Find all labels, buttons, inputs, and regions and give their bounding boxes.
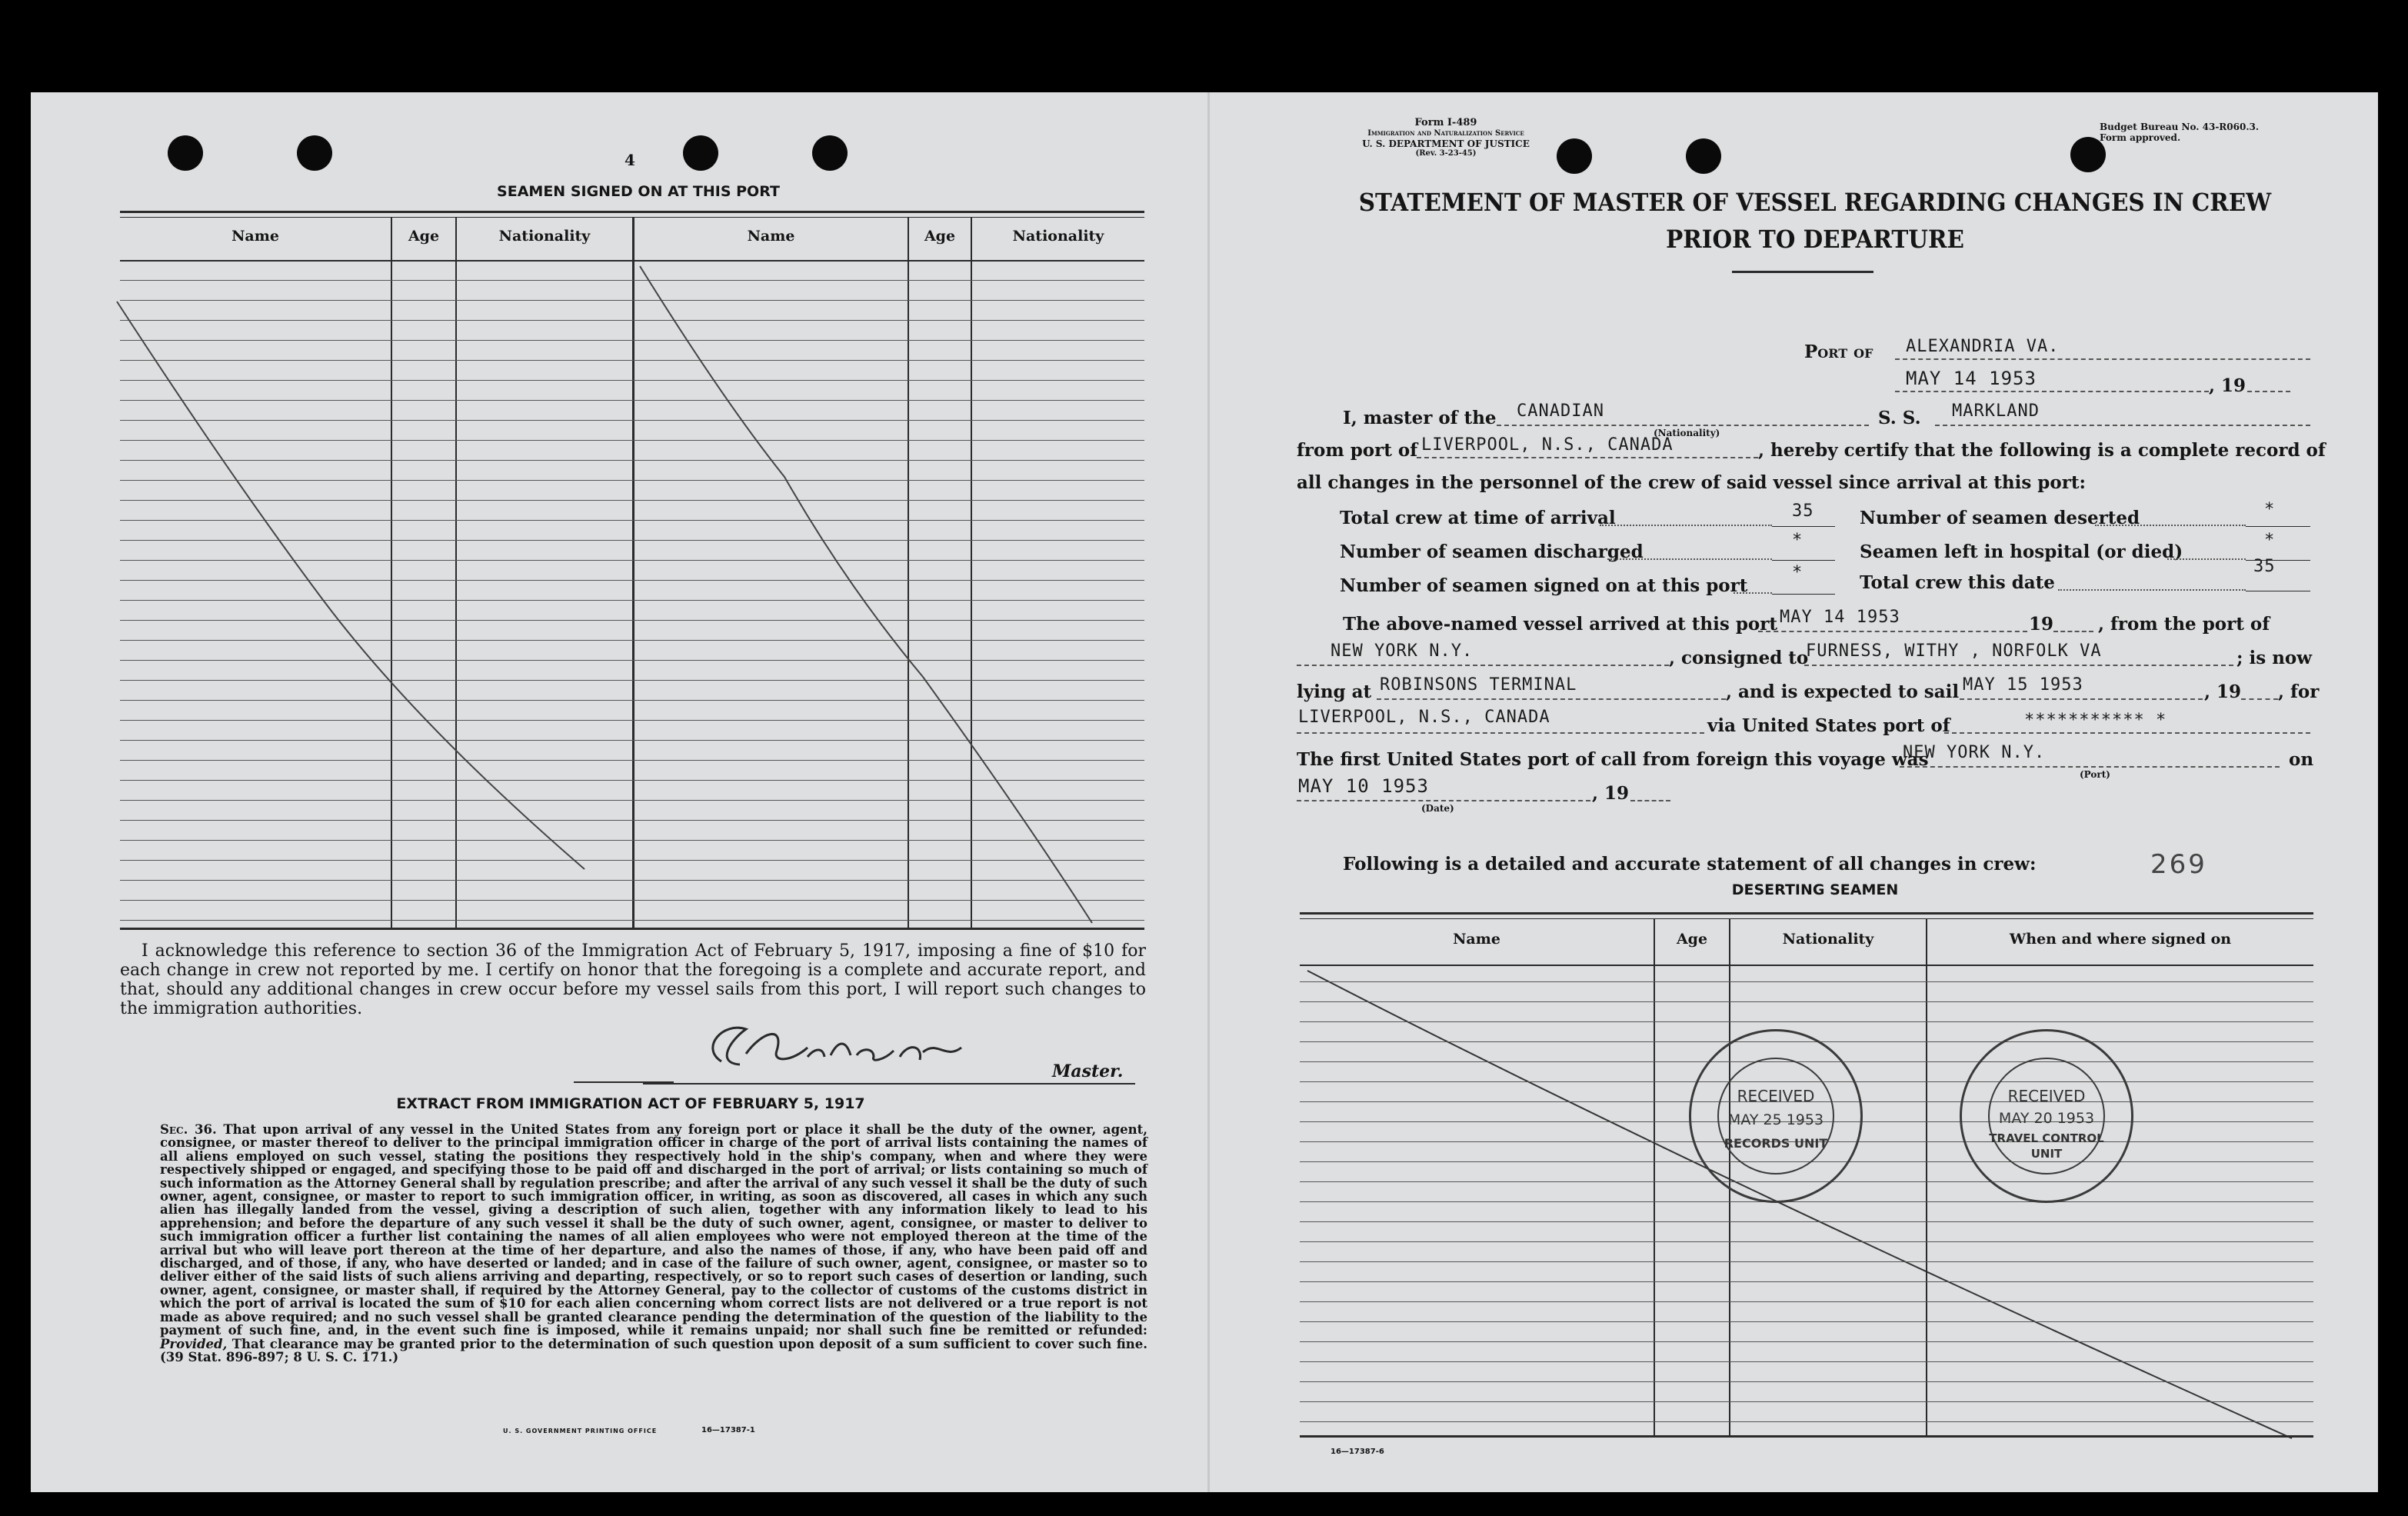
prev-port-value[interactable]: NEW YORK N.Y. <box>1331 641 1474 661</box>
expected-label: , and is expected to sail <box>1726 681 1960 702</box>
section-36-tail: That clearance may be granted prior to the determination of such question upon deposit of a sum sufficient to cover such fine. (39 Stat. 896-897; 8 U. S. C. 171.) <box>160 1336 1147 1364</box>
budget-bureau: Budget Bureau No. 43-R060.3. <box>2100 122 2260 132</box>
leader-dots <box>2167 558 2246 560</box>
arrived-label: The above-named vessel arrived at this port <box>1343 614 1778 635</box>
acknowledgement-text: I acknowledge this reference to section 36 of the Immigration Act of February 5, 1917, imposing a fine of $10 for each change in crew not reported by me. I certify on honor that the foregoing is a complete and accurate report, and that, should any additional changes in crew occur before my vessel sails from this port, I will report such changes to the immigration authorities. <box>120 941 1146 1018</box>
for-label: , for <box>2278 681 2320 702</box>
from-port-line <box>1417 457 1758 458</box>
column-header-signed-on: When and where signed on <box>2009 931 2232 948</box>
from-the-port: , from the port of <box>2098 614 2270 635</box>
nationality-value[interactable]: CANADIAN <box>1517 401 1604 421</box>
signed-on-label: Number of seamen signed on at this port <box>1340 575 1748 596</box>
column-header-name: Name <box>747 228 795 245</box>
deserting-header-rule <box>1300 965 2313 966</box>
form-approved: Form approved. <box>2100 132 2181 143</box>
signed-on-value[interactable]: * <box>1792 563 1804 582</box>
page-number: 4 <box>624 151 635 169</box>
discharged-value[interactable]: * <box>1792 531 1804 550</box>
printing-office: U. S. GOVERNMENT PRINTING OFFICE <box>503 1428 658 1434</box>
form-revision: (Rev. 3-23-45) <box>1415 149 1477 158</box>
divider <box>574 1081 674 1083</box>
leader-dots <box>2095 525 2246 526</box>
table-row-rule <box>1300 1381 2313 1382</box>
value-line <box>1772 526 1835 527</box>
table-row-rule <box>1300 1401 2313 1402</box>
total-arrival-value[interactable]: 35 <box>1792 501 1814 521</box>
destination-line <box>1297 732 1704 734</box>
extract-title: EXTRACT FROM IMMIGRATION ACT OF FEBRUARY 5, 1917 <box>396 1095 865 1112</box>
signature-line <box>643 1083 1135 1085</box>
value-line <box>1772 560 1835 561</box>
arrived-value[interactable]: MAY 14 1953 <box>1780 608 1900 627</box>
form-title: STATEMENT OF MASTER OF VESSEL REGARDING CHANGES IN CREW <box>1358 188 2272 217</box>
arrived-line <box>1758 631 2027 632</box>
table-row-rule <box>1300 1201 2313 1202</box>
table-row-rule <box>1300 1021 2313 1022</box>
first-date-value[interactable]: MAY 10 1953 <box>1298 775 1429 797</box>
total-date-value[interactable]: 35 <box>2253 557 2276 576</box>
certify-text: , hereby certify that the following is a complete record of <box>1758 440 2326 461</box>
column-header-name: Name <box>231 228 279 245</box>
total-date-label: Total crew this date <box>1860 572 2055 593</box>
section-36-label: Sec. 36. <box>160 1122 217 1137</box>
section-36-text <box>160 1123 1147 1364</box>
stamp-unit: UNIT <box>2030 1147 2063 1161</box>
year-19: , 19 <box>1592 783 1630 804</box>
sail-value[interactable]: MAY 15 1953 <box>1963 675 2083 695</box>
table-row-rule <box>1300 981 2313 982</box>
agency-department: U. S. DEPARTMENT OF JUSTICE <box>1362 138 1530 149</box>
deserted-label: Number of seamen deserted <box>1860 508 2140 528</box>
year-line <box>2247 391 2290 392</box>
column-header-age: Age <box>408 228 440 245</box>
ship-value[interactable]: MARKLAND <box>1952 401 2040 421</box>
table-row-rule <box>1300 1421 2313 1422</box>
table-row-rule <box>1300 1001 2313 1002</box>
agency-service: Immigration and Naturalization Service <box>1367 129 1524 138</box>
table-row-rule <box>1300 1321 2313 1322</box>
table-row-rule <box>1300 1281 2313 1282</box>
cancel-stroke-left <box>117 302 585 869</box>
date-line <box>1895 391 2209 392</box>
column-divider <box>1926 918 1927 1435</box>
leader-dots <box>1600 525 1772 526</box>
deserted-value[interactable]: * <box>2264 500 2276 519</box>
lying-label: lying at <box>1297 681 1372 702</box>
proviso-word: Provided, <box>160 1336 228 1351</box>
print-code-left: 16—17387-1 <box>701 1426 755 1434</box>
form-title-line2: PRIOR TO DEPARTURE <box>1666 225 1964 254</box>
deserting-bottom-rule <box>1300 1435 2313 1438</box>
stamp-date: MAY 20 1953 <box>1998 1110 2095 1127</box>
master-of-label: I, master of the <box>1343 408 1497 428</box>
stamp-unit: TRAVEL CONTROL <box>1989 1131 2104 1145</box>
master-signature <box>692 1017 984 1078</box>
table-row-rule <box>1300 1261 2313 1262</box>
travel-control-stamp <box>1960 1029 2133 1203</box>
nationality-caption: (Nationality) <box>1654 428 1720 438</box>
year-suffix: , 19 <box>2209 375 2246 396</box>
master-label: Master. <box>1052 1061 1124 1081</box>
cancel-stroke-right <box>640 266 1092 923</box>
total-arrival-label: Total crew at time of arrival <box>1340 508 1616 528</box>
year-19: , 19 <box>2204 681 2242 702</box>
is-now: ; is now <box>2236 648 2313 668</box>
table-row-rule <box>1300 1301 2313 1302</box>
lying-line <box>1377 698 1726 700</box>
section-title: SEAMEN SIGNED ON AT THIS PORT <box>497 183 780 200</box>
year-line <box>2053 631 2093 632</box>
stamp-unit: RECORDS UNIT <box>1724 1136 1828 1151</box>
value-line <box>2246 526 2310 527</box>
deserting-top-rule <box>1300 912 2313 915</box>
certify-text-2: all changes in the personnel of the crew of said vessel since arrival at this port: <box>1297 472 2086 493</box>
form-number: Form I-489 <box>1414 117 1477 128</box>
from-port-label: from port of <box>1297 440 1418 461</box>
prev-port-line <box>1297 665 1669 666</box>
column-divider <box>1654 918 1655 1435</box>
first-date-line <box>1297 800 1590 801</box>
consigned-value[interactable]: FURNESS, WITHY , NORFOLK VA <box>1806 641 2102 661</box>
port-caption: (Port) <box>2080 769 2110 780</box>
column-header-nationality: Nationality <box>1012 228 1104 245</box>
deserting-top-rule <box>1300 918 2313 919</box>
column-header-nationality: Nationality <box>498 228 591 245</box>
hospital-label: Seamen left in hospital (or died) <box>1860 541 2183 562</box>
stamp-received: RECEIVED <box>2007 1087 2086 1105</box>
consigned-line <box>1804 665 2233 666</box>
date-caption: (Date) <box>1421 803 1454 814</box>
section-36-body: That upon arrival of any vessel in the United States from any foreign port or place it shall be the duty of the owner, agent, consignee, or master thereof to deliver to the principal immigration officer in charge of the port of arrival lists containing the names of all aliens employed on such vessel, stating the positions they respectively hold in the ship's company, when and where they were respectively shipped or engaged, and specifying those to be paid off and discharged in the port of arrival; or lists containing so much of such information as the Attorney General shall by regulation prescribe; and after the arrival of any such vessel it shall be the duty of such owner, agent, consignee, or master to report to such immigration officer, in writing, as soon as discovered, all cases in which any such alien has illegally landed from the vessel, giving a description of such alien, together with any information likely to lead to his apprehension; and before the departure of any such vessel it shall be the duty of such owner, agent, consignee, or master to deliver to such immigration officer a further list containing the names of all alien employees who were not employed thereon at the time of the arrival but who will leave port thereon at the time of her departure, and also the names of those, if any, who have been paid off and discharged, and of those, if any, who have deserted or landed; and in case of the failure of such owner, agent, consignee, or master so to deliver either of the said lists of such aliens arriving and departing, respectively, or so to report such cases of desertion or landing, such owner, agent, consignee, or master shall, if required by the Attorney General, pay to the collector of customs of the customs district in which the port of arrival is located the sum of $10 for each alien concerning whom correct lists are not delivered or a true report is not made as above required; and no such vessel shall be granted clearance pending the determination of the question of the liability to the payment of such fine, and, in the event such fine is imposed, while it remains unpaid; nor shall such fine be remitted or refunded: <box>160 1122 1147 1338</box>
discharged-label: Number of seamen discharged <box>1340 541 1644 562</box>
first-port-line <box>1900 766 2280 768</box>
lying-value[interactable]: ROBINSONS TERMINAL <box>1380 675 1577 695</box>
column-header-age: Age <box>1676 931 1708 948</box>
ship-line <box>1935 425 2310 426</box>
year-line <box>2241 698 2278 700</box>
nationality-line <box>1497 425 1869 426</box>
column-header-age: Age <box>924 228 956 245</box>
via-label: via United States port of <box>1707 715 1950 736</box>
table-row-rule <box>1300 1241 2313 1242</box>
records-unit-stamp <box>1689 1029 1863 1203</box>
value-line <box>1772 594 1835 595</box>
leader-dots <box>1734 592 1772 594</box>
ss-label: S. S. <box>1878 408 1921 428</box>
from-port-value[interactable]: LIVERPOOL, N.S., CANADA <box>1421 435 1674 455</box>
hospital-value[interactable]: * <box>2264 531 2276 550</box>
table-row-rule <box>1300 1361 2313 1362</box>
leader-dots <box>2058 589 2246 591</box>
port-of-line <box>1895 358 2310 360</box>
port-of-value[interactable]: ALEXANDRIA VA. <box>1906 337 2060 356</box>
on-label: on <box>2289 749 2314 770</box>
handwritten-number: 269 <box>2150 849 2207 880</box>
port-of-label: Port of <box>1804 342 1873 362</box>
table-row-rule <box>1300 1221 2313 1222</box>
date-value[interactable]: MAY 14 1953 <box>1906 368 2037 389</box>
sail-line <box>1960 698 2203 700</box>
title-rule <box>1732 271 1873 273</box>
deserting-title: DESERTING SEAMEN <box>1731 881 1899 898</box>
first-port-value[interactable]: NEW YORK N.Y. <box>1903 743 2046 762</box>
leader-dots <box>1607 558 1772 560</box>
following-label: Following is a detailed and accurate statement of all changes in crew: <box>1343 854 2037 875</box>
consigned-label: , consigned to <box>1669 648 1809 668</box>
stamp-date: MAY 25 1953 <box>1727 1111 1824 1128</box>
year-19: 19 <box>2029 614 2054 635</box>
first-port-label: The first United States port of call from foreign this voyage was <box>1297 749 1929 770</box>
year-line <box>1630 800 1670 801</box>
column-header-name: Name <box>1453 931 1500 948</box>
via-value[interactable]: *********** * <box>2024 711 2167 730</box>
destination-value[interactable]: LIVERPOOL, N.S., CANADA <box>1298 708 1550 727</box>
stamp-received: RECEIVED <box>1737 1087 1815 1105</box>
via-line <box>1944 732 2310 734</box>
column-header-nationality: Nationality <box>1782 931 1874 948</box>
print-code-right: 16—17387-6 <box>1331 1448 1384 1456</box>
table-row-rule <box>1300 1341 2313 1342</box>
